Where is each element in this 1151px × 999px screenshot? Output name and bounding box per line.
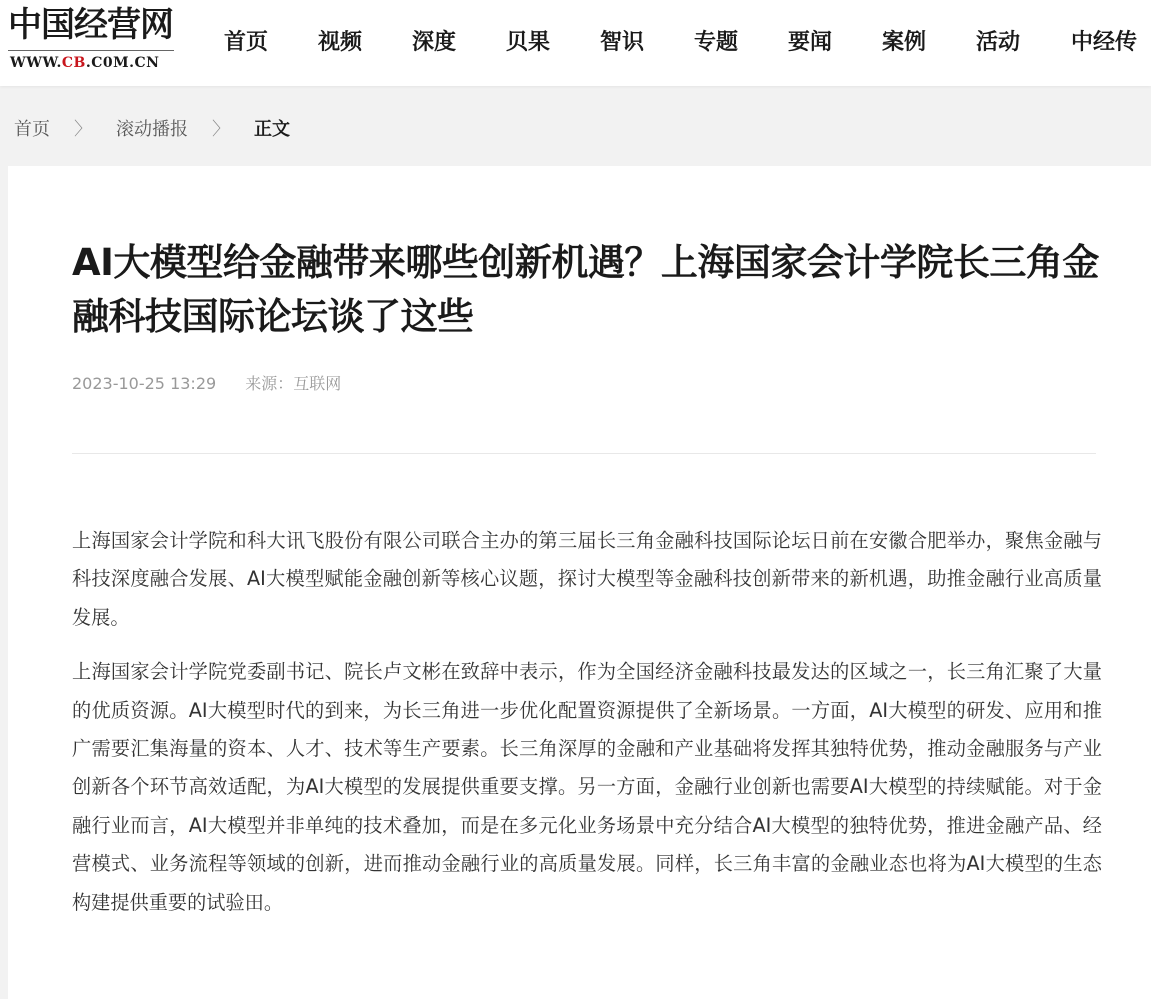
article-card (8, 166, 1151, 999)
breadcrumb-separator-icon: 〉 (212, 119, 230, 140)
article-source: 来源：互联网 (245, 374, 342, 393)
article-body (72, 522, 1102, 938)
logo-url-highlight: CB (61, 55, 86, 71)
nav-item-cases[interactable]: 案例 (881, 30, 926, 55)
breadcrumb-current: 正文 (254, 119, 290, 140)
nav-item-home[interactable]: 首页 (223, 30, 268, 55)
breadcrumb (14, 108, 290, 148)
breadcrumb-home-link[interactable]: 首页 (14, 119, 50, 140)
nav-item-depth[interactable]: 深度 (411, 30, 456, 55)
logo-url-suffix: .C0M.CN (85, 55, 160, 71)
breadcrumb-section-link[interactable]: 滚动播报 (116, 119, 188, 140)
main-nav (222, 0, 1140, 86)
site-logo[interactable] (8, 4, 178, 76)
nav-item-topics[interactable]: 专题 (693, 30, 738, 55)
nav-item-events[interactable]: 活动 (975, 30, 1020, 55)
article-meta (72, 372, 341, 396)
nav-item-zhongjingchuan[interactable]: 中经传 (1070, 30, 1137, 55)
nav-item-zhishi[interactable]: 智识 (599, 30, 644, 55)
article-date: 2023-10-25 13:29 (72, 374, 217, 393)
breadcrumb-separator-icon: 〉 (74, 119, 92, 140)
logo-url (10, 54, 159, 72)
nav-item-video[interactable]: 视频 (317, 30, 362, 55)
meta-divider (72, 453, 1096, 454)
logo-divider (8, 50, 174, 51)
article-title: AI大模型给金融带来哪些创新机遇？上海国家会计学院长三角金融科技国际论坛谈了这些 (72, 241, 1099, 338)
logo-wordmark: 中国经营网 (8, 5, 173, 45)
nav-item-beiguo[interactable]: 贝果 (505, 30, 550, 55)
article-paragraph: 上海国家会计学院党委副书记、院长卢文彬在致辞中表示，作为全国经济金融科技最发达的区域之一，长三角汇聚了大量的优质资源。AI大模型时代的到来，为长三角进一步优化配置资源提供了全新场景。一方面，AI大模型的研发、应用和推广需要汇集海量的资本、人才、技术等生产要素。长三角深厚的金融和产业基础将发挥其独特优势，推动金融服务与产业创新各个环节高效适配，为AI大模型的发展提供重要支撑。另一方面，金融行业创新也需要AI大模型的持续赋能。对于金融行业而言，AI大模型并非单纯的技术叠加，而是在多元化业务场景中充分结合AI大模型的独特优势，推进金融产品、经营模式、业务流程等领域的创新，进而推动金融行业的高质量发展。同样，长三角丰富的金融业态也将为AI大模型的生态构建提供重要的试验田。 (72, 660, 1102, 914)
nav-item-news[interactable]: 要闻 (787, 30, 832, 55)
site-header (0, 0, 1151, 86)
article-paragraph: 上海国家会计学院和科大讯飞股份有限公司联合主办的第三届长三角金融科技国际论坛日前在安徽合肥举办，聚焦金融与科技深度融合发展、AI大模型赋能金融创新等核心议题，探讨大模型等金融科技创新带来的新机遇，助推金融行业高质量发展。 (72, 529, 1102, 629)
logo-url-prefix: WWW. (10, 55, 62, 71)
